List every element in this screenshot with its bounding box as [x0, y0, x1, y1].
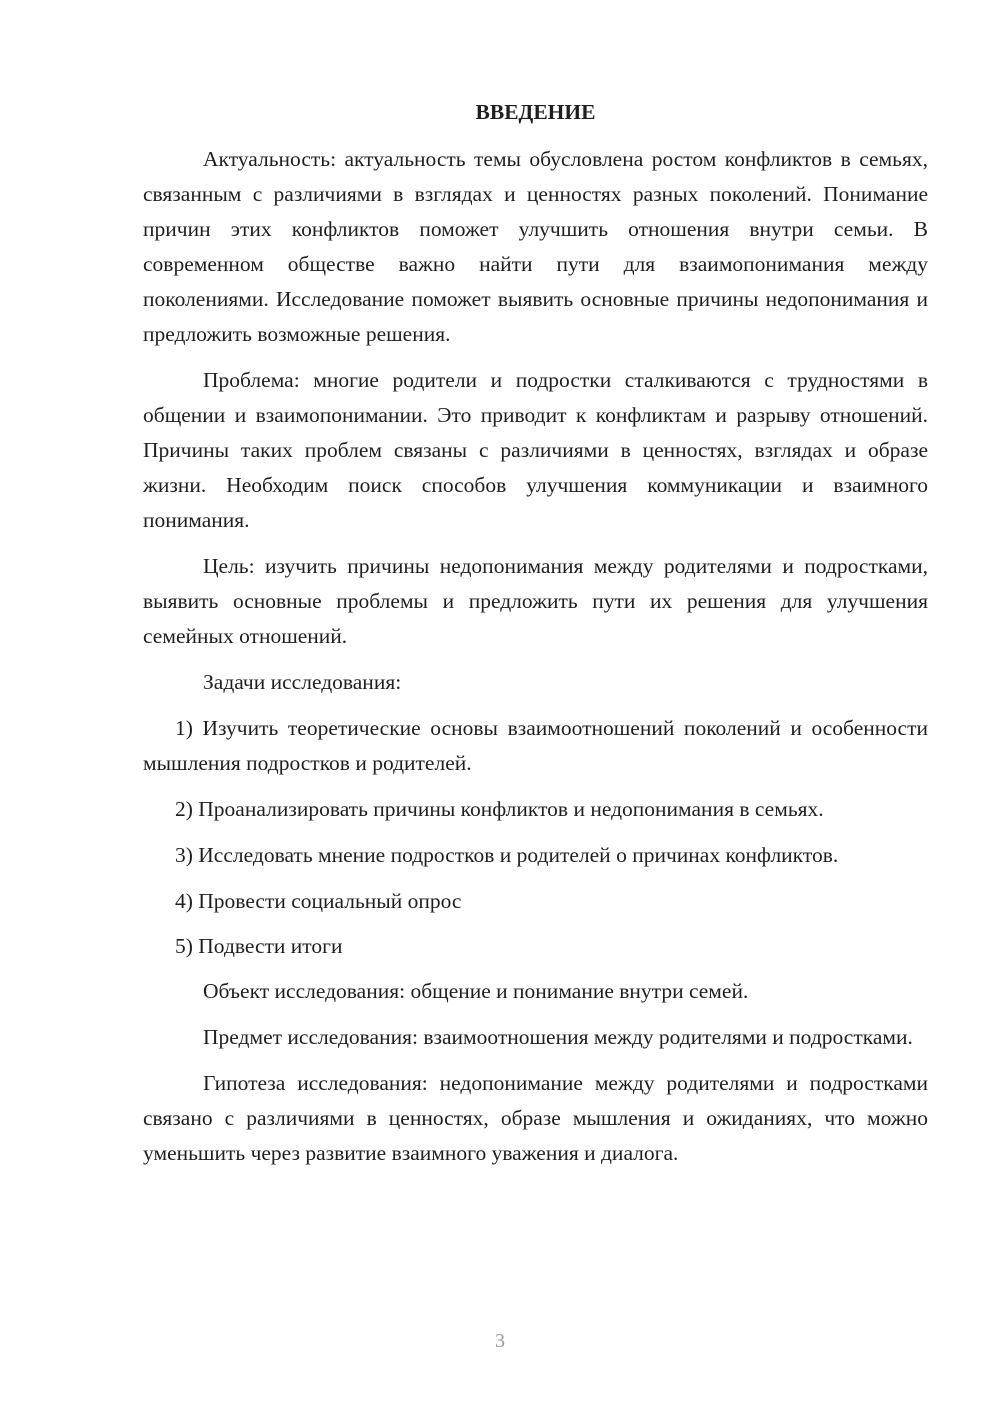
relevance-paragraph: Актуальность: актуальность темы обусловлена ростом конфликтов в семьях, связанным с различиями в взглядах и ценностях разных поколений. Понимание причин этих конфликтов поможет улучшить отношения внутри семьи. В современном обществе важно найти пути для взаимопонимания между поколениями. Исследование поможет выявить основные причины недопонимания и предложить возможные решения. [143, 147, 928, 346]
problem-paragraph: Проблема: многие родители и подростки сталкиваются с трудностями в общении и взаимопонимании. Это приводит к конфликтам и разрыву отношений. Причины таких проблем связаны с различиями в ценностях, взглядах и образе жизни. Необходим поиск способов улучшения коммуникации и взаимного понимания. [143, 368, 928, 532]
task-item-3: 3) Исследовать мнение подростков и родителей о причинах конфликтов. [175, 843, 839, 867]
tasks-heading: Задачи исследования: [203, 670, 402, 694]
research-subject-paragraph: Предмет исследования: взаимоотношения между родителями и подростками. [203, 1025, 913, 1049]
research-object-paragraph: Объект исследования: общение и понимание внутри семей. [203, 979, 749, 1003]
page-title: ВВЕДЕНИЕ [475, 100, 596, 124]
goal-paragraph: Цель: изучить причины недопонимания между родителями и подростками, выявить основные проблемы и предложить пути их решения для улучшения семейных отношений. [143, 554, 928, 648]
page-number: 3 [495, 1330, 505, 1352]
task-item-1: 1) Изучить теоретические основы взаимоотношений поколений и особенности мышления подростков и родителей. [143, 716, 928, 775]
task-item-5: 5) Подвести итоги [175, 934, 343, 958]
task-item-2: 2) Проанализировать причины конфликтов и недопонимания в семьях. [175, 797, 824, 821]
task-item-4: 4) Провести социальный опрос [175, 889, 462, 913]
hypothesis-paragraph: Гипотеза исследования: недопонимание между родителями и подростками связано с различиями в ценностях, образе мышления и ожиданиях, что можно уменьшить через развитие взаимного уважения и диалога. [143, 1071, 928, 1165]
document-page [143, 95, 928, 1182]
